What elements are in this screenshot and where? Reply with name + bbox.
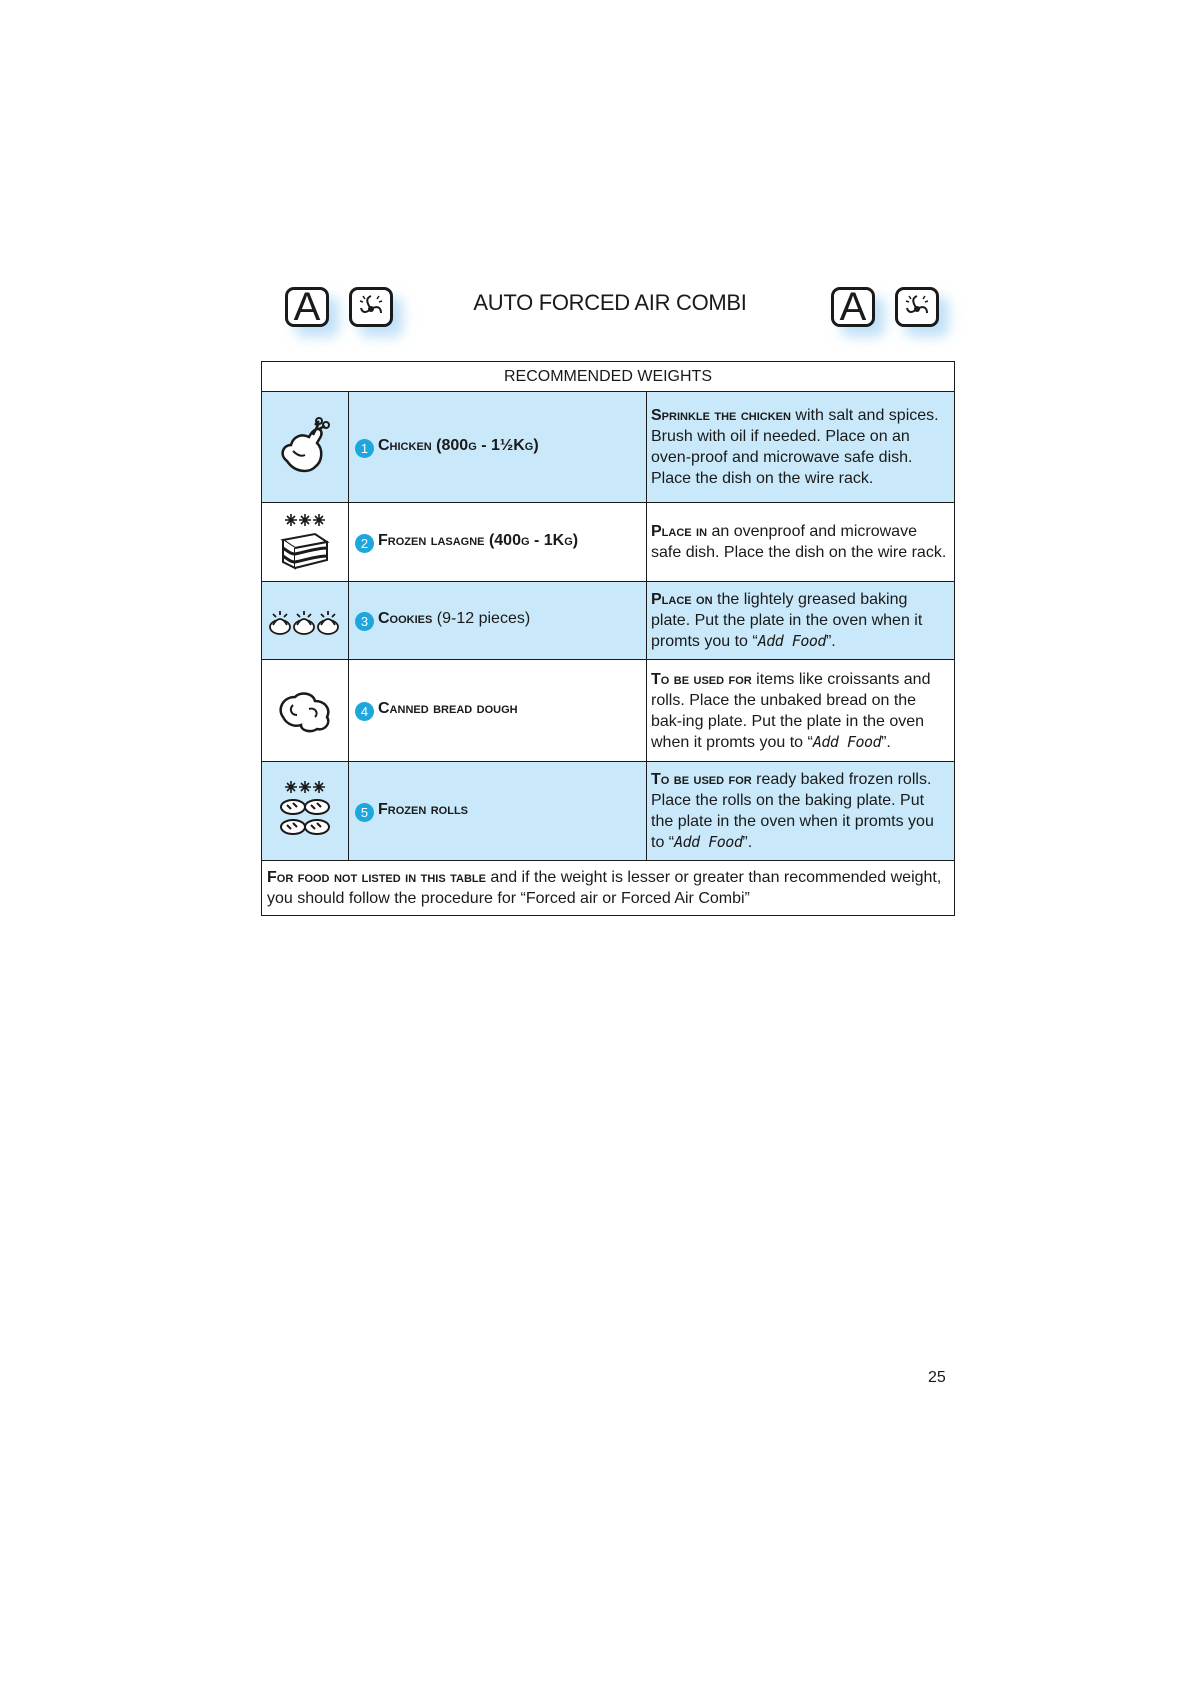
chicken-icon	[275, 415, 335, 479]
table-heading-row	[262, 362, 955, 392]
oven-display-text: Add Food	[674, 833, 743, 851]
food-name: Frozen lasagne (400g - 1Kg)	[378, 531, 579, 549]
auto-mode-icon: A	[285, 287, 329, 327]
instruction-text: Place on the lightely greased baking plate. Put the plate in the oven when it promts you to “Add Food”.	[647, 582, 955, 660]
food-name: Canned bread dough	[378, 700, 518, 717]
instruction-text: To be used for ready baked frozen rolls. Place the rolls on the baking plate. Put the plate in the oven when it promts you to “Add Food”.	[647, 762, 955, 861]
instruction-text: To be used for items like croissants and rolls. Place the unbaked bread on the bak-ing plate. Put the plate in the oven when it promts you to “Add Food”.	[647, 660, 955, 762]
table-row	[262, 503, 955, 582]
table-row	[262, 762, 955, 861]
table-row: 3 Cookies (9-12 pieces) Place on the lightely greased baking plate. Put the plate in the oven when it promts you to “Add Food”.	[262, 582, 955, 660]
step-number-badge: 2	[355, 534, 374, 553]
footer-note: For food not listed in this table and if the weight is lesser or greater than recommended weight, you should follow the procedure for “Forced air or Forced Air Combi”	[262, 861, 955, 916]
food-name: Chicken (800g - 1½Kg)	[378, 436, 539, 454]
recommended-weights-table	[261, 361, 955, 916]
food-name: Frozen rolls	[378, 800, 468, 818]
table-row	[262, 392, 955, 503]
step-number-badge: 1	[355, 439, 374, 458]
table-footer-row	[262, 861, 955, 916]
step-number-badge: 4	[355, 702, 374, 721]
table-heading: RECOMMENDED WEIGHTS	[262, 362, 955, 392]
oven-display-text: Add Food	[812, 732, 882, 751]
instruction-text: Sprinkle the chicken with salt and spices. Brush with oil if needed. Place on an oven-proof and microwave safe dish. Place the dish on the wire rack.	[647, 392, 955, 503]
oven-display-text: Add Food	[757, 632, 826, 650]
cookies-icon	[268, 603, 342, 639]
instruction-text: Place in an ovenproof and microwave safe dish. Place the dish on the wire rack.	[647, 503, 955, 582]
page-number: 25	[928, 1369, 946, 1386]
frozen-lasagne-icon	[277, 510, 333, 574]
frozen-rolls-icon	[277, 779, 333, 843]
table-row	[262, 660, 955, 762]
forced-air-fan-icon	[349, 287, 393, 327]
page-title: AUTO FORCED AIR COMBI	[473, 290, 747, 315]
step-number-badge: 3	[355, 612, 374, 631]
auto-mode-icon: A	[831, 287, 875, 327]
food-name: Cookies	[378, 610, 433, 627]
canned-bread-dough-icon	[275, 687, 335, 735]
step-number-badge: 5	[355, 803, 374, 822]
forced-air-fan-icon	[895, 287, 939, 327]
